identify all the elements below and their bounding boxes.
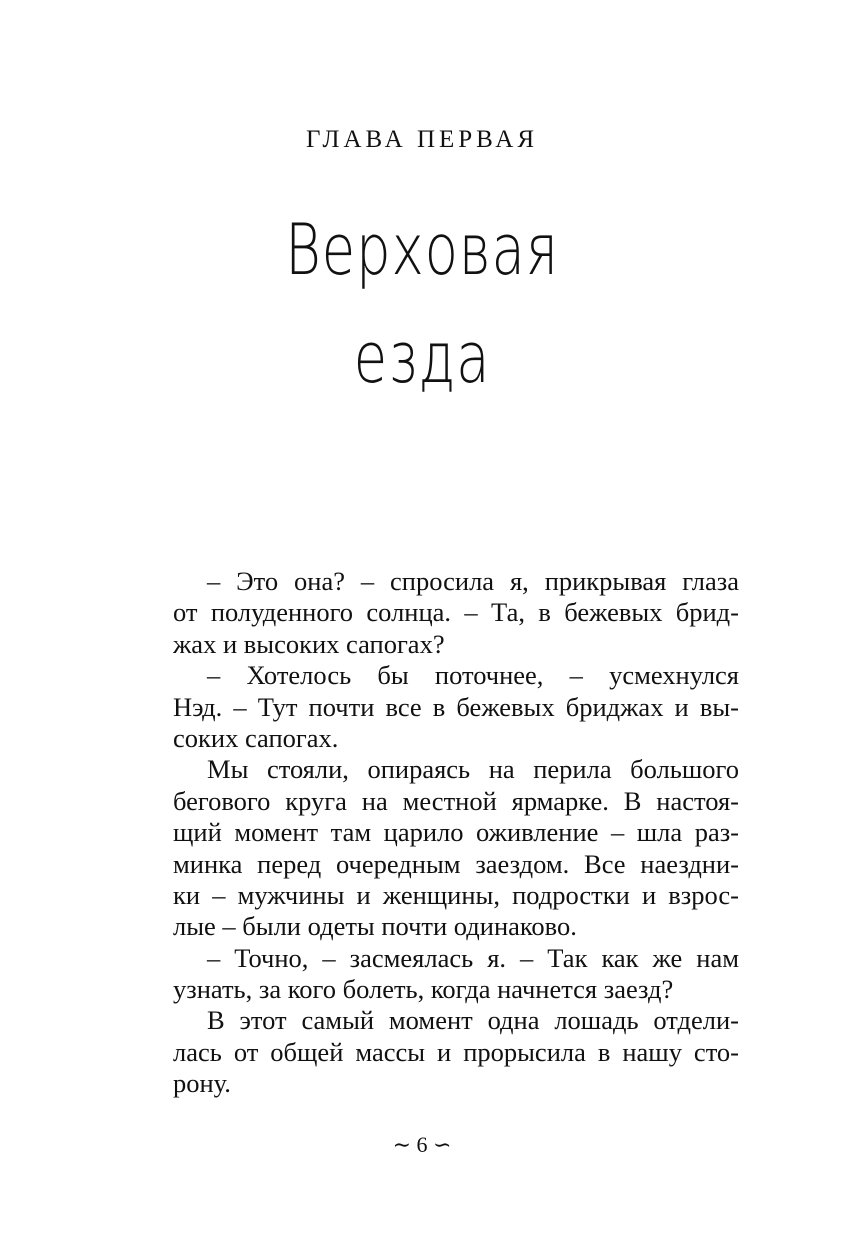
text-line: Мы стояли, опираясь на перила большого (207, 754, 739, 785)
text-line: – Хотелось бы поточнее, – усмехнулся (207, 660, 739, 691)
text-line: минка перед очередным заездом. Все наездни- (173, 848, 739, 879)
text-line: рону. (173, 1068, 231, 1099)
text-line: щий момент там царило оживление – шла раз- (173, 817, 739, 848)
text-line: жах и высоких сапогах? (173, 628, 445, 659)
text-line: В этот самый момент одна лошадь отдели- (207, 1005, 739, 1036)
page-number: 6 (416, 1132, 428, 1157)
text-line: ки – мужчины и женщины, подростки и взрос- (173, 879, 739, 910)
chapter-title-line-2: езда (353, 317, 491, 399)
text-line: – Это она? – спросила я, прикрывая глаза (207, 566, 739, 596)
text-line: лась от общей массы и прорысила в нашу сто- (173, 1036, 739, 1067)
body-text (173, 566, 739, 1100)
flourish-right-icon: ∽ (433, 1132, 452, 1157)
text-line: Нэд. – Тут почти все в бежевых бриджах и вы- (173, 691, 739, 722)
text-line: лые – были одеты почти одинаково. (173, 911, 577, 942)
chapter-title (93, 196, 751, 412)
chapter-label: ГЛАВА ПЕРВАЯ (305, 126, 539, 153)
chapter-title-line-1: Верховая (285, 209, 559, 291)
text-line: бегового круга на местной ярмарке. В настоя- (173, 785, 739, 816)
text-line: соких сапогах. (173, 722, 339, 753)
flourish-left-icon: ∼ (392, 1132, 411, 1157)
page-footer (0, 1131, 844, 1159)
text-line: от полуденного солнца. – Та, в бежевых брид- (173, 597, 739, 628)
text-line: – Точно, – засмеялась я. – Так как же нам (207, 942, 739, 973)
text-line: узнать, за кого болеть, когда начнется заезд? (173, 974, 674, 1005)
